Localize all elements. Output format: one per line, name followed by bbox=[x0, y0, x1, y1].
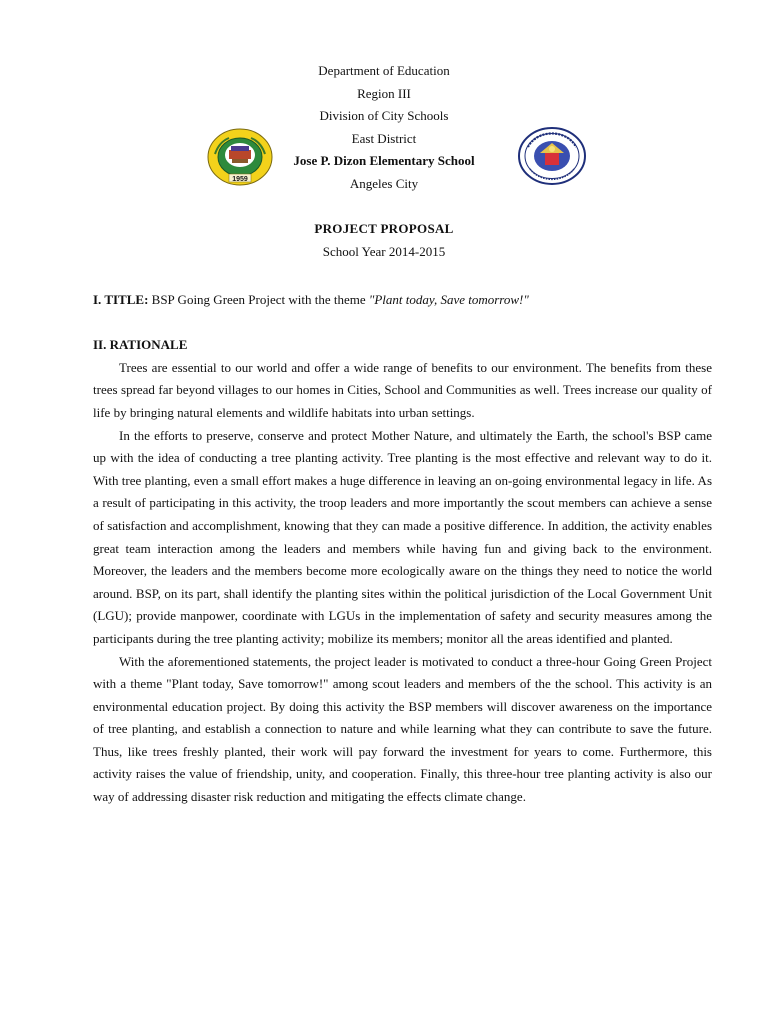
title-theme: "Plant today, Save tomorrow!" bbox=[368, 292, 529, 307]
title-label: I. TITLE: bbox=[93, 292, 149, 307]
division-line: Division of City Schools bbox=[319, 108, 449, 123]
district-line: East District bbox=[351, 130, 417, 146]
region-line: Region III bbox=[357, 85, 411, 101]
rationale-paragraph-3: With the aforementioned statements, the project leader is motivated to conduct a three-hour Going Green Project with a theme "Plant today, Save tomorrow!" among scout leaders and members of the the school. This activity is an environmental education project. By doing this activity the BSP members will discover awareness on the importance of tree planting, and establish a connection to nature and while learning what they can contribute to save the future. Thus, like trees freshly planted, their work will pay forward the investment for years to come. Furthermore, this activity raises the value of friendship, unity, and cooperation. Finally, this three-hour tree planting activity is also our way of addressing disaster risk reduction and mitigating the effects climate change. bbox=[93, 653, 712, 805]
rationale-heading: II. RATIONALE bbox=[93, 337, 188, 353]
letterhead bbox=[0, 60, 768, 195]
title-text: BSP Going Green Project with the theme bbox=[151, 292, 369, 307]
logo-year: 1959 bbox=[232, 176, 248, 183]
city-line: Angeles City bbox=[349, 175, 419, 191]
rationale-paragraph-1: Trees are essential to our world and offer a wide range of benefits to our environment. The benefits from these trees spread far beyond villages to our homes in Cities, School and Communities as well. Trees increase our quality of life by bringing natural elements and wildlife habitats into urban settings. bbox=[93, 359, 712, 420]
school-name: Jose P. Dizon Elementary School bbox=[293, 153, 475, 168]
proposal-heading-block bbox=[0, 217, 768, 263]
title-section bbox=[93, 289, 712, 312]
rationale-paragraph-2: In the efforts to preserve, conserve and protect Mother Nature, and ultimately the Earth, the school's BSP came up with the idea of conducting a tree planting activity. Tree planting is the most effective and relevant way to do it. With tree planting, even a small effort makes a huge difference in leaving an on-going environmental legacy in life. As a result of participating in this activity, the troop leaders and more importantly the scout members can achieve a sense of satisfaction and accomplishment, knowing that they can made a positive difference. In addition, the activity enables great team interaction among the leaders and members while having fun and giving back to the environment. Moreover, the leaders and the members become more ecologically aware on the things they need to notice the world around. BSP, on its part, shall identify the planting sites within the political jurisdiction of the Local Government Unit (LGU); provide manpower, coordinate with LGUs in the implementation of safety and security measures among the participants during the tree planting activity; mobilize its members; monitor all the areas identified and planted. bbox=[93, 427, 712, 646]
school-year: School Year 2014-2015 bbox=[322, 244, 446, 259]
department-line: Department of Education bbox=[318, 63, 450, 78]
proposal-heading: PROJECT PROPOSAL bbox=[314, 221, 454, 236]
document-body bbox=[93, 289, 712, 809]
